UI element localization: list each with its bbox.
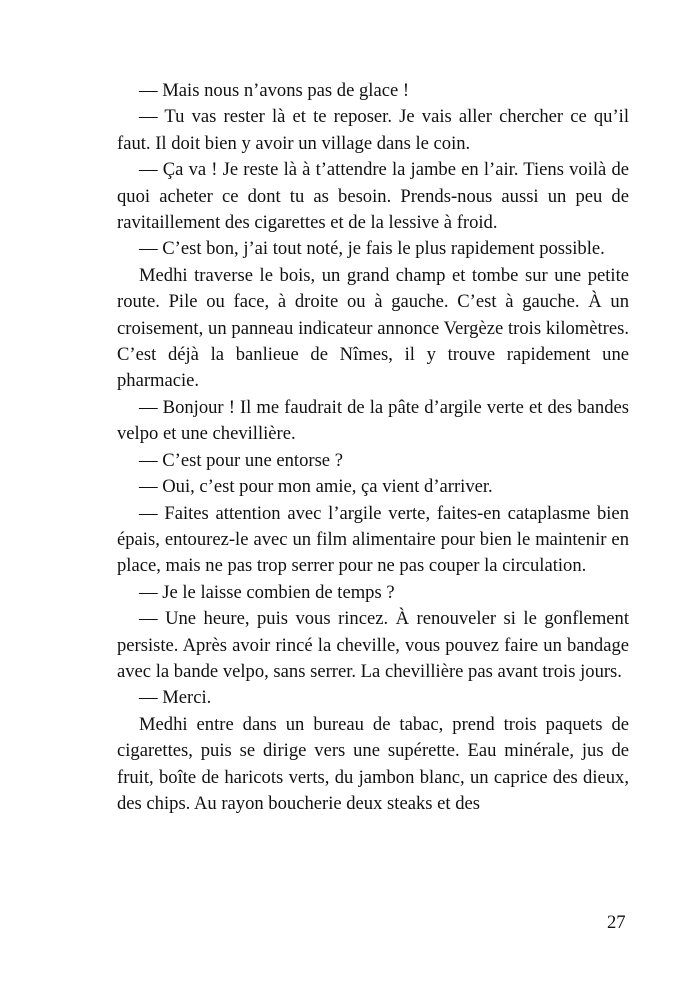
- paragraph: — Merci.: [139, 687, 212, 709]
- body-text: [117, 78, 629, 817]
- paragraph: — Faites attention avec l’argile verte, faites-en cataplasme bien épais, entourez-le avec un film alimentaire pour bien le maintenir en place, mais ne pas trop serrer pour ne pas couper la circulation.: [117, 502, 629, 577]
- paragraph: — Mais nous n’avons pas de glace !: [139, 80, 410, 101]
- paragraph: Medhi traverse le bois, un grand champ et tombe sur une petite route. Pile ou face, à droite ou à gauche. C’est à gauche. À un croisement, un panneau indicateur annonce Vergèze trois kilomètres. C’est déjà la banlieue de Nîmes, il y trouve rapidement une pharmacie.: [117, 264, 629, 392]
- paragraph: — C’est pour une entorse ?: [139, 449, 343, 471]
- paragraph: — Une heure, puis vous rincez. À renouveler si le gonflement persiste. Après avoir rincé la cheville, vous pouvez faire un bandage avec la bande velpo, sans serrer. La chevillière pas avant trois jours.: [117, 608, 629, 682]
- paragraph: Medhi entre dans un bureau de tabac, prend trois paquets de cigarettes, puis se dirige vers une supérette. Eau minérale, jus de fruit, boîte de haricots verts, du jambon blanc, un caprice des dieux, des chips. Au rayon boucherie deux steaks et des: [117, 713, 629, 814]
- paragraph: — Ça va ! Je reste là à t’attendre la jambe en l’air. Tiens voilà de quoi acheter ce dont tu as besoin. Prends-nous aussi un peu de ravitaillement des cigarettes et de la lessive à froid.: [117, 159, 629, 234]
- paragraph: — Tu vas rester là et te reposer. Je vais aller chercher ce qu’il faut. Il doit bien y avoir un village dans le coin.: [117, 106, 629, 154]
- paragraph: — C’est bon, j’ai tout noté, je fais le plus rapidement possible.: [139, 238, 605, 260]
- paragraph: — Oui, c’est pour mon amie, ça vient d’arriver.: [139, 476, 493, 498]
- paragraph: — Je le laisse combien de temps ?: [139, 581, 395, 603]
- paragraph: — Bonjour ! Il me faudrait de la pâte d’argile verte et des bandes velpo et une chevillière.: [117, 396, 629, 445]
- page-number: 27: [607, 912, 626, 933]
